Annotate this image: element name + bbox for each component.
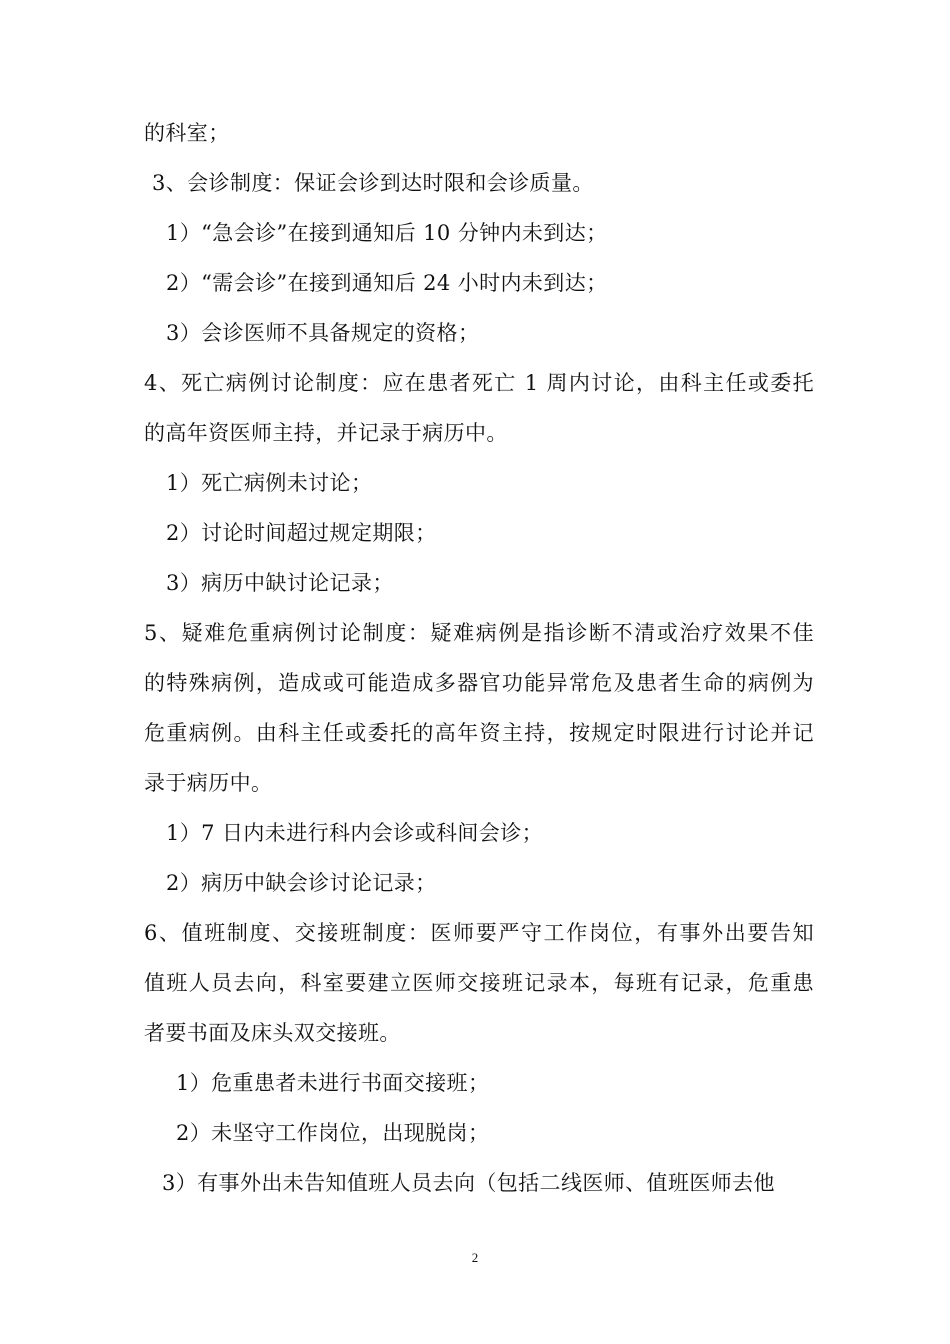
list-item: 2）病历中缺会诊讨论记录； [166, 871, 437, 895]
section-heading: 3、会诊制度：保证会诊到达时限和会诊质量。 [152, 171, 594, 195]
list-item: 3）会诊医师不具备规定的资格； [166, 321, 480, 345]
list-item: 3）有事外出未告知值班人员去向（包括二线医师、值班医师去他 [162, 1171, 775, 1195]
text-line: 值班人员去向，科室要建立医师交接班记录本，每班有记录，危重患 [144, 971, 814, 995]
text-line: 的高年资医师主持，并记录于病历中。 [144, 421, 508, 445]
section-heading: 6、值班制度、交接班制度：医师要严守工作岗位，有事外出要告知 [144, 921, 814, 945]
section-heading: 5、疑难危重病例讨论制度：疑难病例是指诊断不清或治疗效果不佳 [144, 621, 814, 645]
section-heading: 4、死亡病例讨论制度：应在患者死亡 1 周内讨论，由科主任或委托 [144, 371, 814, 395]
list-item: 2）“需会诊”在接到通知后 24 小时内未到达； [166, 271, 608, 295]
list-item: 3）病历中缺讨论记录； [166, 571, 394, 595]
text-line: 者要书面及床头双交接班。 [144, 1021, 401, 1045]
page-number: 2 [471, 1250, 479, 1265]
list-item: 2）讨论时间超过规定期限； [166, 521, 437, 545]
list-item: 1）危重患者未进行书面交接班； [176, 1071, 490, 1095]
list-item: 1）“急会诊”在接到通知后 10 分钟内未到达； [166, 221, 608, 245]
text-line: 的科室； [144, 121, 230, 145]
list-item: 1）死亡病例未讨论； [166, 471, 373, 495]
list-item: 1）7 日内未进行科内会诊或科间会诊； [166, 821, 543, 845]
text-line: 的特殊病例，造成或可能造成多器官功能异常危及患者生命的病例为 [144, 671, 814, 695]
text-line: 录于病历中。 [144, 771, 273, 795]
text-line: 危重病例。由科主任或委托的高年资主持，按规定时限进行讨论并记 [144, 721, 814, 745]
list-item: 2）未坚守工作岗位，出现脱岗； [176, 1121, 490, 1145]
